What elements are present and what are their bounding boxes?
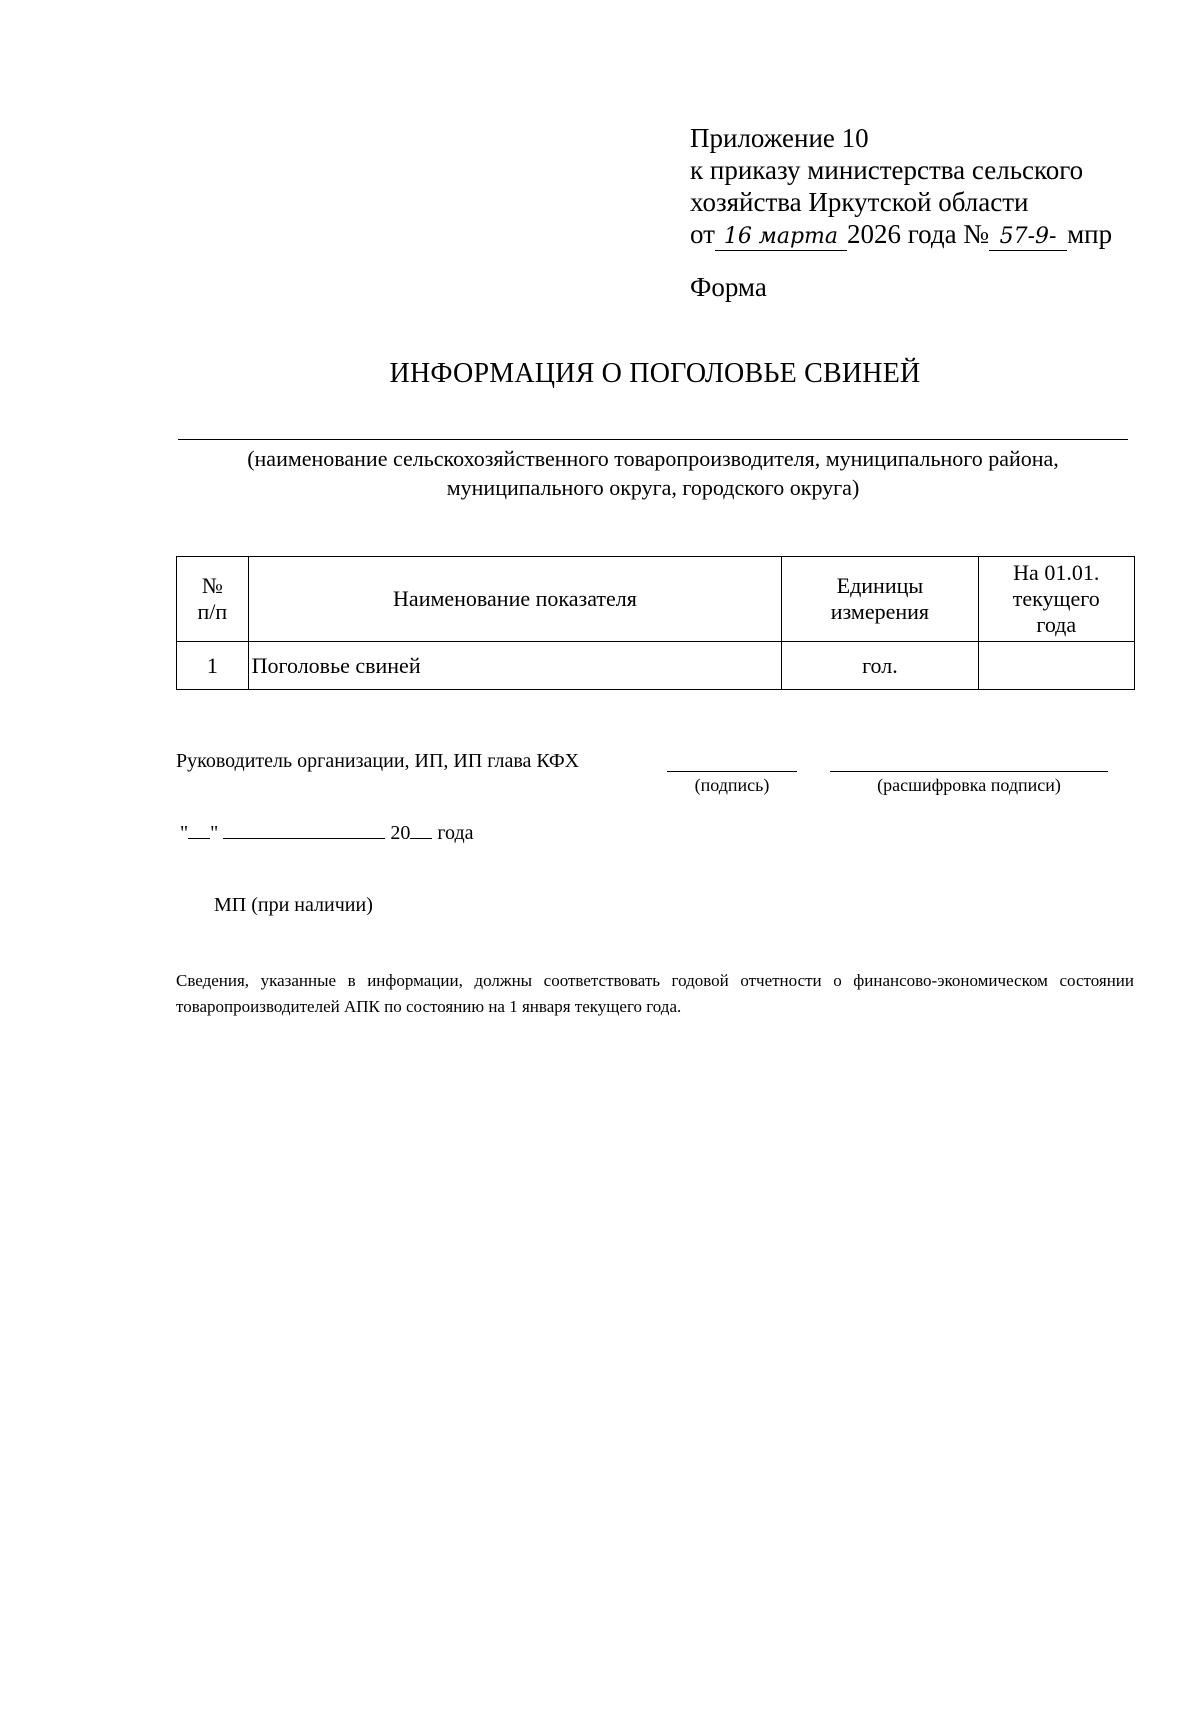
appendix-order-ref: к приказу министерства сельского <box>690 155 1084 185</box>
handwritten-date-field <box>715 221 847 251</box>
handwritten-number-field <box>989 221 1067 251</box>
livestock-table <box>176 556 1135 690</box>
header-number-line1: № <box>201 573 223 598</box>
header-unit-line2: измерения <box>830 599 930 624</box>
handwritten-day: 16 <box>723 224 752 249</box>
year-suffix: года <box>437 822 474 844</box>
month-blank <box>223 838 385 839</box>
table-row <box>177 642 1135 690</box>
appendix-number: Приложение 10 <box>690 123 869 153</box>
caption-line-1: (наименование сельскохозяйственного товаропроизводителя, муниципального района, <box>247 446 1059 471</box>
date-close-quote: " <box>210 822 219 844</box>
date-open-quote: " <box>180 822 189 844</box>
row-indicator-name: Поголовье свиней <box>248 642 782 690</box>
sign-date-line <box>180 822 474 845</box>
header-value-line3: года <box>1036 612 1077 637</box>
year-text: 2026 года № <box>846 219 990 249</box>
stamp-note: МП (при наличии) <box>214 894 373 916</box>
year-prefix: 20 <box>390 822 411 844</box>
header-indicator-name: Наименование показателя <box>248 557 782 642</box>
header-unit-line1: Единицы <box>836 573 924 598</box>
document-title: ИНФОРМАЦИЯ О ПОГОЛОВЬЕ СВИНЕЙ <box>389 358 921 389</box>
producer-name-line <box>178 439 1128 440</box>
signature-caption: (подпись) <box>694 775 770 795</box>
appendix-header <box>690 122 1112 250</box>
header-value-line2: текущего <box>1012 586 1100 611</box>
form-label: Форма <box>690 272 767 302</box>
handwritten-number: 57-9- <box>999 224 1057 249</box>
header-value-date <box>978 557 1134 642</box>
order-suffix: мпр <box>1067 219 1113 249</box>
footnote: Сведения, указанные в информации, должны соответствовать годовой отчетности о финансово-экономическом состоянии товаропроизводителей АПК по состоянию на 1 января текущего года. <box>176 971 1134 1016</box>
signature-decode-line <box>830 771 1108 772</box>
row-unit: гол. <box>782 642 978 690</box>
row-number: 1 <box>177 642 249 690</box>
day-blank <box>188 838 210 839</box>
header-number <box>177 557 249 642</box>
caption-line-2: муниципального округа, городского округа) <box>446 475 860 500</box>
header-number-line2: п/п <box>197 599 228 624</box>
appendix-date-line <box>690 218 1112 250</box>
signatory-label: Руководитель организации, ИП, ИП глава КФХ <box>176 750 580 772</box>
handwritten-month: марта <box>758 224 839 249</box>
header-unit <box>782 557 978 642</box>
header-value-line1: На 01.01. <box>1013 560 1100 585</box>
appendix-ministry: хозяйства Иркутской области <box>690 187 1029 217</box>
producer-name-caption <box>178 444 1128 502</box>
date-prefix: от <box>690 219 715 249</box>
year-blank <box>410 838 432 839</box>
table-header-row <box>177 557 1135 642</box>
signature-decode-caption: (расшифровка подписи) <box>877 775 1061 795</box>
row-value <box>978 642 1134 690</box>
signature-line <box>667 771 797 772</box>
